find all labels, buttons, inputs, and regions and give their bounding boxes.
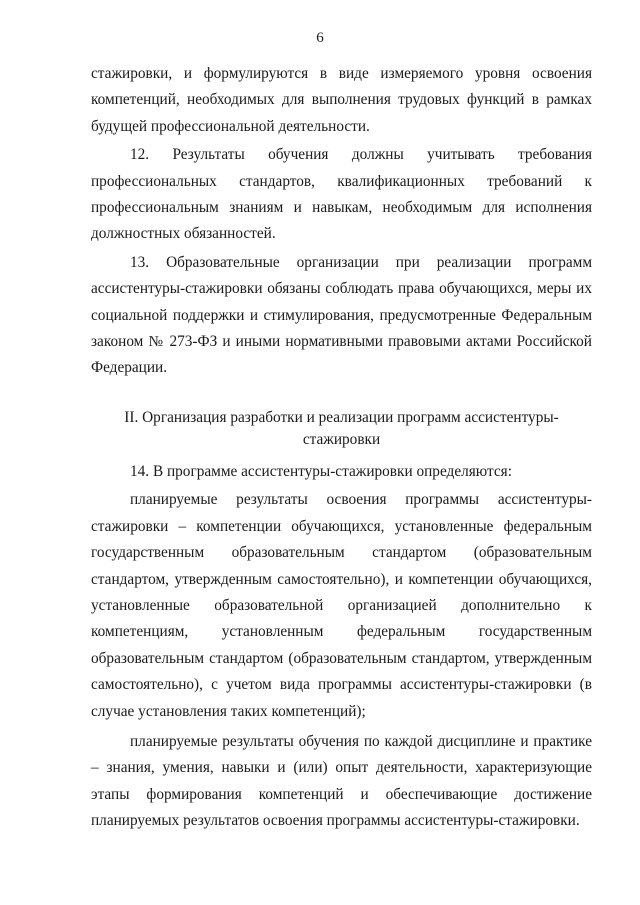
section-heading	[91, 407, 592, 451]
paragraph-14: 14. В программе ассистентуры-стажировки определяются:	[130, 462, 512, 480]
paragraph-planned-results: планируемые результаты освоения программы ассистентуры-стажировки – компетенции обучающихся, установленные федеральным государственным образовательным стандартом (образовательным стандартом, утвержденным самостоятельно), и компетенции обучающихся, установленные образовательной организацией дополнительно к компетенциям, установленным федеральным государственным образовательным стандартом (образовательным стандартом, утвержденным самостоятельно), с учетом вида программы ассистентуры-стажировки (в случае установления таких компетенций);	[91, 491, 592, 720]
paragraph-continuation: стажировки, и формулируются в виде измеряемого уровня освоения компетенций, необходимых для выполнения трудовых функций в рамках будущей профессиональной деятельности.	[91, 65, 592, 135]
paragraph-12: 12. Результаты обучения должны учитывать требования профессиональных стандартов, квалификационных требований к профессиональным знаниям и навыкам, необходимым для исполнения должностных обязанностей.	[91, 146, 592, 243]
section-heading-line-2: стажировки	[302, 430, 381, 448]
document-body	[91, 61, 592, 835]
page-number: 6	[316, 30, 324, 46]
paragraph-13: 13. Образовательные организации при реализации программ ассистентуры-стажировки обязаны соблюдать права обучающихся, меры их социальной поддержки и стимулирования, предусмотренные Федеральным законом № 273-ФЗ и иными нормативными правовыми актами Российской Федерации.	[91, 253, 592, 377]
section-heading-line-1: II. Организация разработки и реализации программ ассистентуры-	[124, 408, 559, 426]
paragraph-planned-learning-results: планируемые результаты обучения по каждой дисциплине и практике – знания, умения, навыки и (или) опыт деятельности, характеризующие этапы формирования компетенций и обеспечивающие достижение планируемых результатов освоения программы ассистентуры-стажировки.	[91, 732, 592, 830]
